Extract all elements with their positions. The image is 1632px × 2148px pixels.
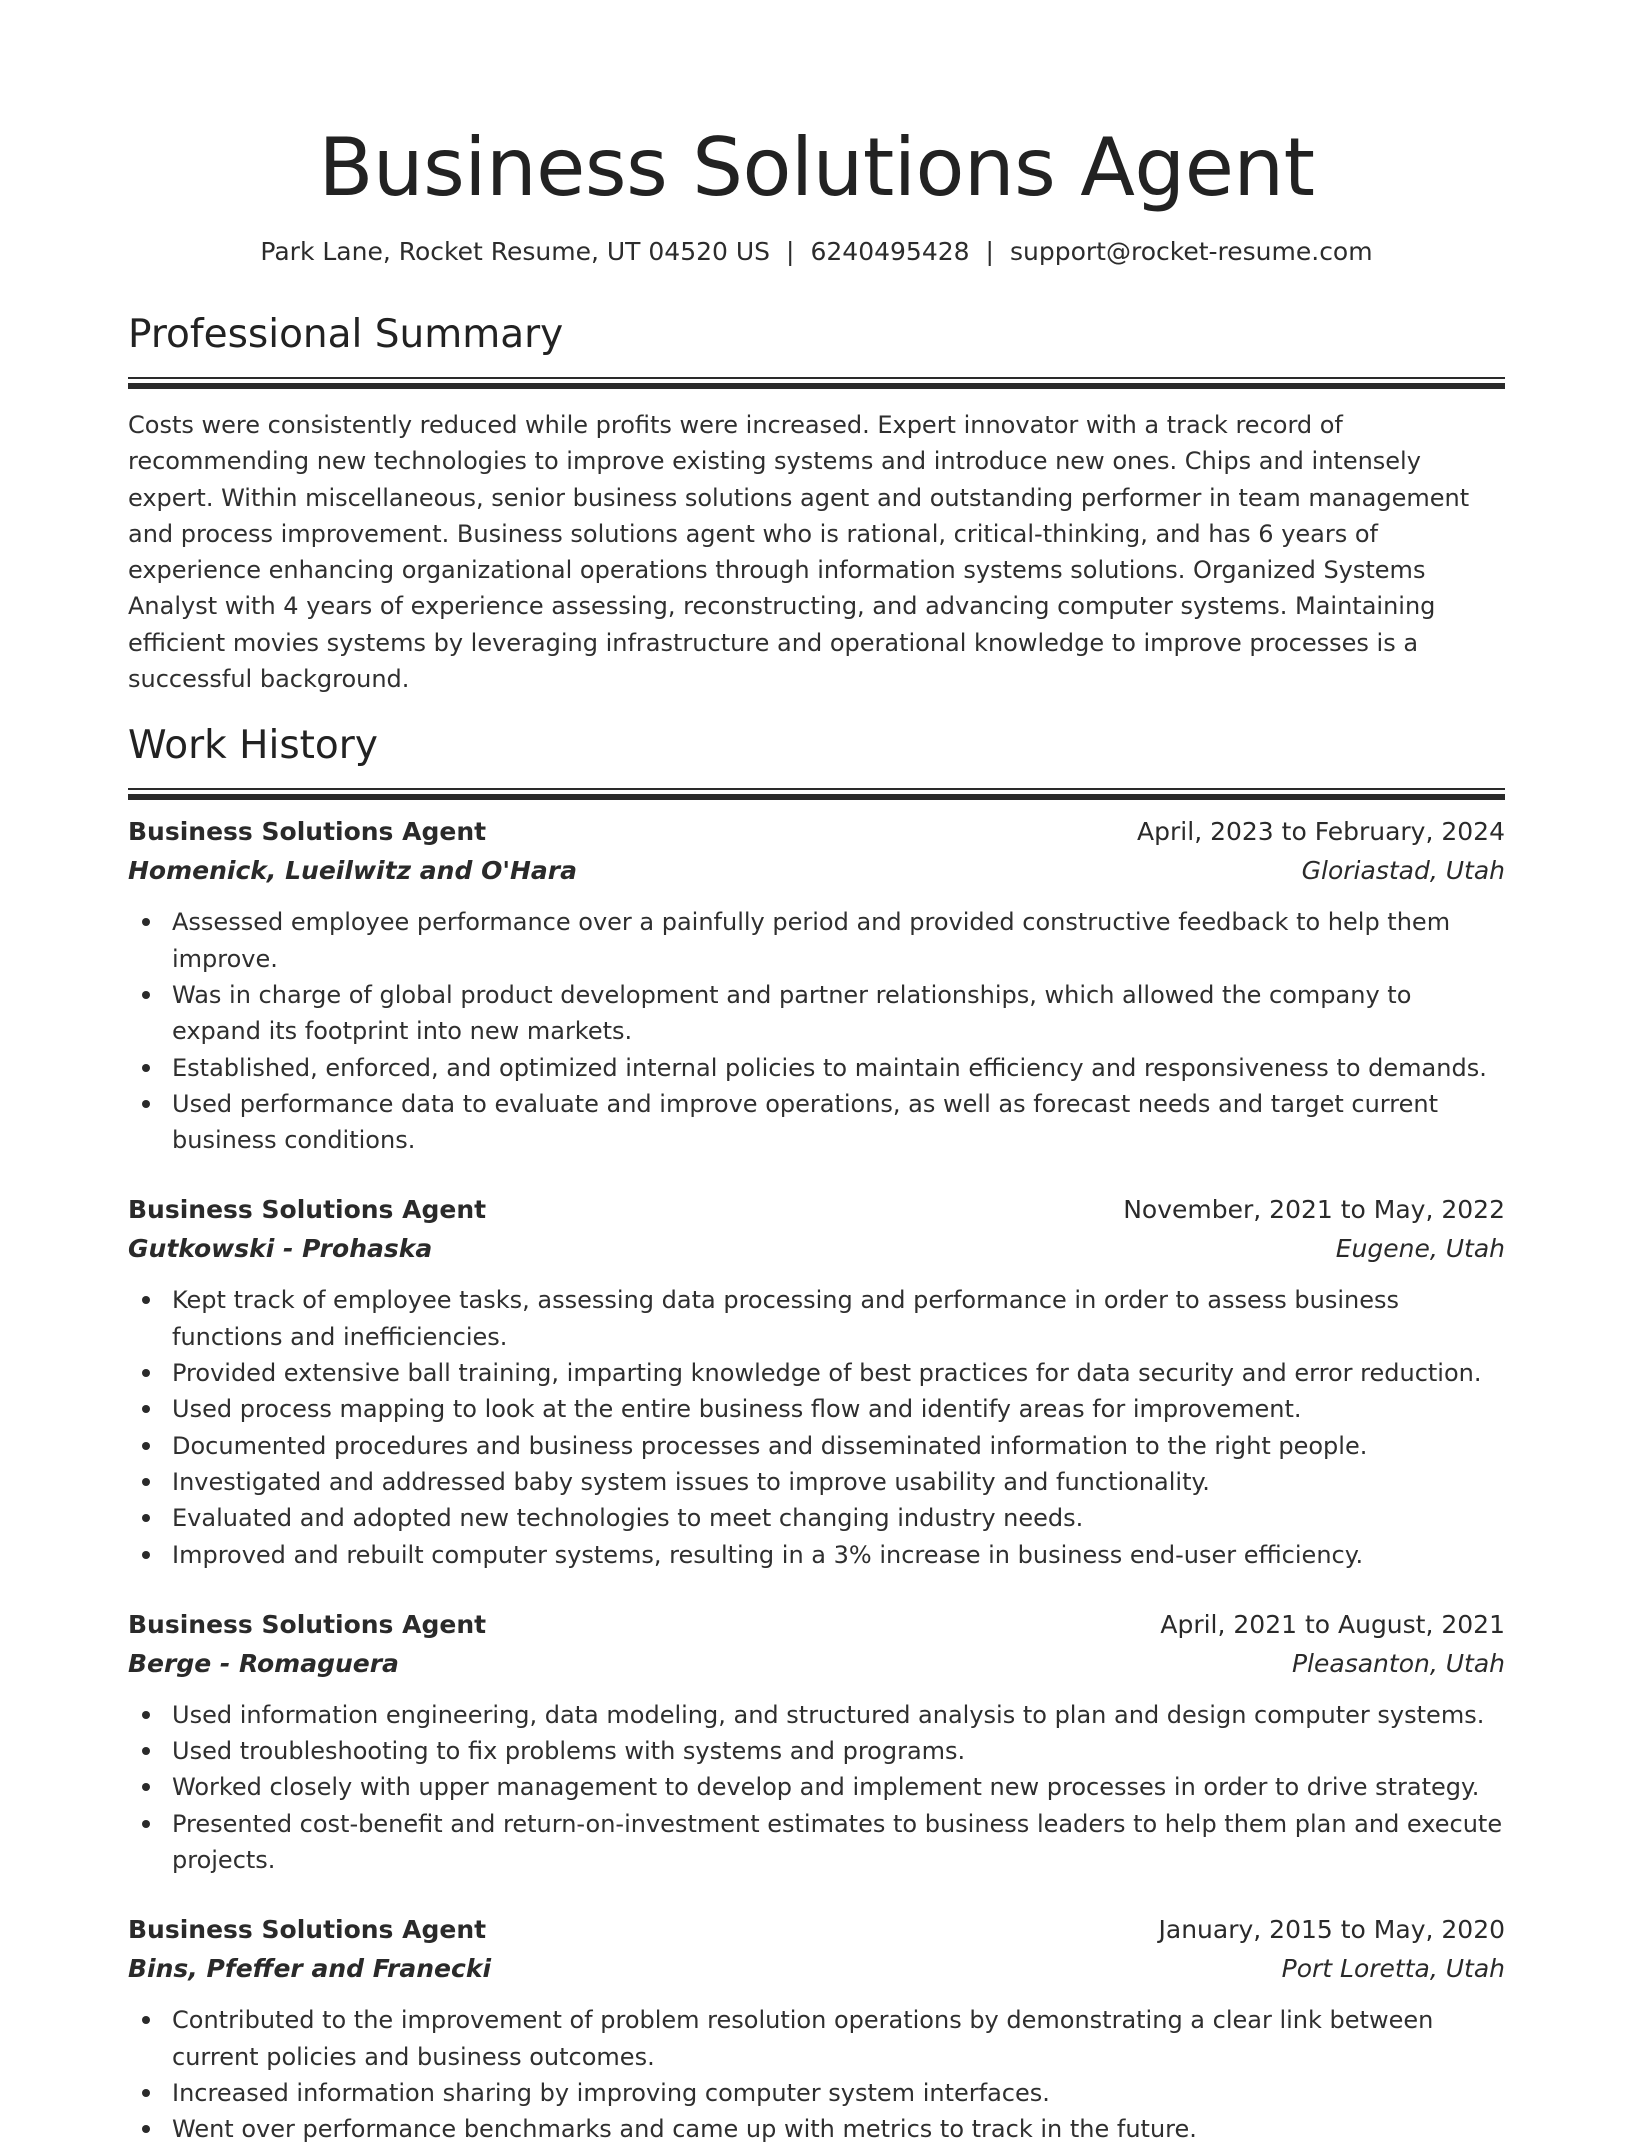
- job-header: [128, 1910, 1505, 1949]
- job-bullets: [128, 1697, 1505, 1878]
- job-bullets: [128, 1282, 1505, 1572]
- job-bullets: [128, 2002, 1505, 2147]
- job-bullet: Increased information sharing by improving computer system interfaces.: [172, 2075, 1505, 2111]
- job-bullet: Presented cost-benefit and return-on-investment estimates to business leaders to help them plan and execute projects.: [172, 1806, 1505, 1879]
- job-bullet: Provided extensive ball training, imparting knowledge of best practices for data security and error reduction.: [172, 1355, 1505, 1391]
- work-history-heading: Work History: [128, 723, 378, 769]
- job-title: Business Solutions Agent: [128, 1195, 487, 1225]
- job-entry: [128, 812, 1505, 1158]
- job-bullet: Worked closely with upper management to develop and implement new processes in order to drive strategy.: [172, 1769, 1505, 1805]
- job-bullet: Evaluated and adopted new technologies to meet changing industry needs.: [172, 1500, 1505, 1536]
- job-bullet: Documented procedures and business processes and disseminated information to the right people.: [172, 1428, 1505, 1464]
- contact-separator: |: [985, 237, 994, 266]
- job-bullet: Used performance data to evaluate and improve operations, as well as forecast needs and target current business conditions.: [172, 1086, 1505, 1159]
- job-header: [128, 812, 1505, 851]
- job-bullet: Contributed to the improvement of problem resolution operations by demonstrating a clear link between current policies and business outcomes.: [172, 2002, 1505, 2075]
- contact-phone: 6240495428: [810, 237, 970, 266]
- job-company: Gutkowski - Prohaska: [128, 1234, 433, 1264]
- job-subheader: [128, 1949, 1505, 1988]
- job-bullet: Assessed employee performance over a painfully period and provided constructive feedback to help them improve.: [172, 904, 1505, 977]
- contact-address: Park Lane, Rocket Resume, UT 04520 US: [260, 237, 771, 266]
- job-bullet: Improved and rebuilt computer systems, resulting in a 3% increase in business end-user efficiency.: [172, 1537, 1505, 1573]
- job-subheader: [128, 851, 1505, 890]
- job-bullet: Used process mapping to look at the entire business flow and identify areas for improvement.: [172, 1391, 1505, 1427]
- resume-page: [128, 0, 1505, 2148]
- job-company: Homenick, Lueilwitz and O'Hara: [128, 856, 577, 886]
- job-title: Business Solutions Agent: [128, 817, 487, 847]
- section-divider: [128, 788, 1505, 798]
- job-location: Port Loretta, Utah: [1281, 1954, 1505, 1984]
- job-dates: April, 2021 to August, 2021: [1160, 1609, 1505, 1639]
- job-bullet: Used troubleshooting to fix problems with systems and programs.: [172, 1733, 1505, 1769]
- job-subheader: [128, 1644, 1505, 1683]
- job-bullet: Went over performance benchmarks and came up with metrics to track in the future.: [172, 2111, 1505, 2147]
- job-header: [128, 1605, 1505, 1644]
- job-title: Business Solutions Agent: [128, 1915, 487, 1945]
- job-bullet: Used information engineering, data modeling, and structured analysis to plan and design computer systems.: [172, 1697, 1505, 1733]
- job-location: Gloriastad, Utah: [1301, 856, 1505, 886]
- contact-email: support@rocket-resume.com: [1009, 237, 1373, 266]
- job-dates: January, 2015 to May, 2020: [1158, 1915, 1505, 1945]
- job-location: Eugene, Utah: [1335, 1234, 1505, 1264]
- job-subheader: [128, 1229, 1505, 1268]
- job-bullet: Kept track of employee tasks, assessing data processing and performance in order to assess business functions and inefficiencies.: [172, 1282, 1505, 1355]
- summary-text: Costs were consistently reduced while profits were increased. Expert innovator with a track record of recommending new technologies to improve existing systems and introduce new ones. Chips and intensely expert. Within miscellaneous, senior business solutions agent and outstanding performer in team management and process improvement. Business solutions agent who is rational, critical-thinking, and has 6 years of experience enhancing organizational operations through information systems solutions. Organized Systems Analyst with 4 years of experience assessing, reconstructing, and advancing computer systems. Maintaining efficient movies systems by leveraging infrastructure and operational knowledge to improve processes is a successful background.: [128, 411, 1470, 694]
- candidate-name: Business Solutions Agent: [318, 121, 1315, 214]
- job-entry: [128, 1605, 1505, 1878]
- job-bullet: Investigated and addressed baby system issues to improve usability and functionality.: [172, 1464, 1505, 1500]
- job-location: Pleasanton, Utah: [1291, 1648, 1505, 1678]
- contact-separator: |: [786, 237, 795, 266]
- job-title: Business Solutions Agent: [128, 1609, 487, 1639]
- job-company: Berge - Romaguera: [128, 1648, 399, 1678]
- job-list: [128, 812, 1505, 2147]
- summary-heading: Professional Summary: [128, 312, 564, 357]
- job-dates: April, 2023 to February, 2024: [1137, 817, 1505, 847]
- job-bullet: Was in charge of global product development and partner relationships, which allowed the company to expand its footprint into new markets.: [172, 977, 1505, 1050]
- job-bullets: [128, 904, 1505, 1158]
- job-company: Bins, Pfeffer and Franecki: [128, 1954, 492, 1984]
- contact-line: [128, 234, 1505, 270]
- job-header: [128, 1190, 1505, 1229]
- job-bullet: Established, enforced, and optimized internal policies to maintain efficiency and responsiveness to demands.: [172, 1050, 1505, 1086]
- job-dates: November, 2021 to May, 2022: [1123, 1195, 1505, 1225]
- job-entry: [128, 1190, 1505, 1572]
- section-divider: [128, 377, 1505, 387]
